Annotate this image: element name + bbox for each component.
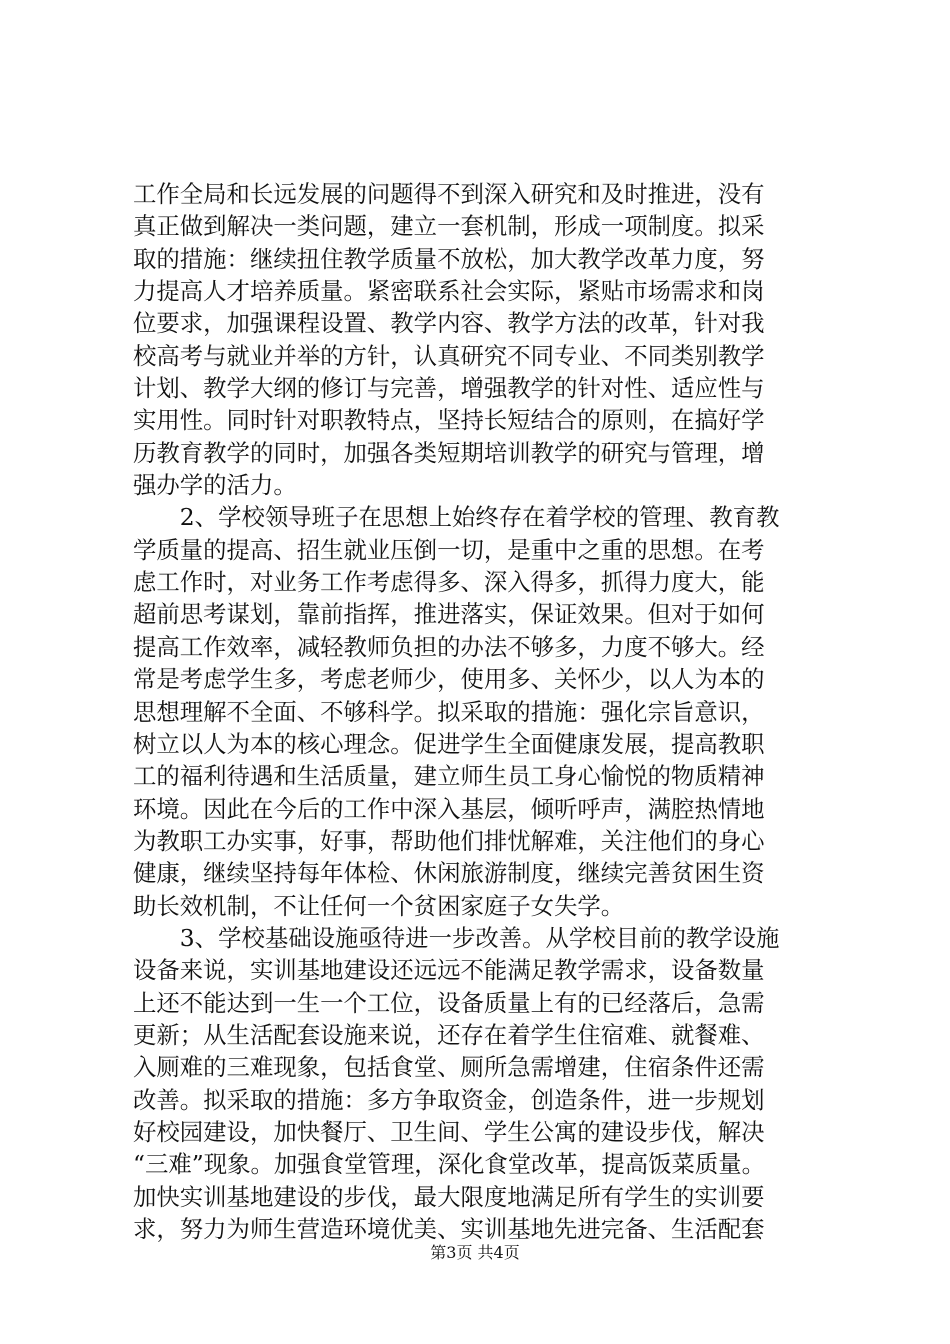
text-line: 位要求，加强课程设置、教学内容、教学方法的改革，针对我 bbox=[133, 309, 765, 338]
text-line: 健康，继续坚持每年体检、休闲旅游制度，继续完善贫困生资 bbox=[133, 859, 765, 888]
text-line: 为教职工办实事，好事，帮助他们排忧解难，关注他们的身心 bbox=[133, 826, 765, 855]
text-line: 加快实训基地建设的步伐，最大限度地满足所有学生的实训要 bbox=[133, 1182, 765, 1211]
text-line: 改善。拟采取的措施：多方争取资金，创造条件，进一步规划 bbox=[133, 1085, 765, 1114]
text-line: 学质量的提高、招生就业压倒一切，是重中之重的思想。在考 bbox=[133, 535, 765, 564]
page-number-footer: 第3页 共4页 bbox=[430, 1243, 520, 1262]
body-text bbox=[133, 178, 833, 1245]
text-line: 工作全局和长远发展的问题得不到深入研究和及时推进，没有 bbox=[133, 180, 765, 208]
text-line: 力提高人才培养质量。紧密联系社会实际，紧贴市场需求和岗 bbox=[133, 277, 765, 306]
text-line: 更新；从生活配套设施来说，还存在着学生住宿难、就餐难、 bbox=[133, 1020, 765, 1049]
text-line: 历教育教学的同时，加强各类短期培训教学的研究与管理，增 bbox=[133, 438, 765, 467]
text-line: 环境。因此在今后的工作中深入基层，倾听呼声，满腔热情地 bbox=[133, 794, 765, 823]
text-line: 计划、教学大纲的修订与完善，增强教学的针对性、适应性与 bbox=[133, 374, 765, 403]
text-line: 强办学的活力。 bbox=[133, 471, 297, 500]
text-line: 设备来说，实训基地建设还远远不能满足教学需求，设备数量 bbox=[133, 956, 765, 985]
text-line: 虑工作时，对业务工作考虑得多、深入得多，抓得力度大，能 bbox=[133, 568, 765, 597]
text-line: 助长效机制，不让任何一个贫困家庭子女失学。 bbox=[133, 891, 625, 920]
text-line: 超前思考谋划，靠前指挥，推进落实，保证效果。但对于如何 bbox=[133, 600, 765, 629]
text-line: “三难”现象。加强食堂管理，深化食堂改革，提高饭菜质量。 bbox=[133, 1150, 766, 1179]
text-line: 2、学校领导班子在思想上始终存在着学校的管理、教育教 bbox=[133, 503, 780, 532]
text-line: 真正做到解决一类问题，建立一套机制，形成一项制度。拟采 bbox=[133, 212, 765, 241]
text-line: 上还不能达到一生一个工位，设备质量上有的已经落后，急需 bbox=[133, 988, 765, 1017]
text-line: 提高工作效率，减轻教师负担的办法不够多，力度不够大。经 bbox=[133, 632, 765, 661]
text-line: 3、学校基础设施亟待进一步改善。从学校目前的教学设施 bbox=[133, 923, 780, 952]
text-line: 入厕难的三难现象，包括食堂、厕所急需增建，住宿条件还需 bbox=[133, 1053, 765, 1082]
text-line: 实用性。同时针对职教特点，坚持长短结合的原则，在搞好学 bbox=[133, 406, 765, 435]
text-line: 求，努力为师生营造环境优美、实训基地先进完备、生活配套 bbox=[133, 1215, 765, 1243]
text-line: 校高考与就业并举的方针，认真研究不同专业、不同类别教学 bbox=[133, 341, 765, 370]
text-line: 取的措施：继续扭住教学质量不放松，加大教学改革力度，努 bbox=[133, 244, 765, 273]
text-line: 好校园建设，加快餐厅、卫生间、学生公寓的建设步伐，解决 bbox=[133, 1117, 765, 1146]
text-line: 常是考虑学生多，考虑老师少，使用多、关怀少，以人为本的 bbox=[133, 665, 765, 694]
text-line: 工的福利待遇和生活质量，建立师生员工身心愉悦的物质精神 bbox=[133, 762, 765, 791]
text-line: 树立以人为本的核心理念。促进学生全面健康发展，提高教职 bbox=[133, 729, 765, 758]
text-line: 思想理解不全面、不够科学。拟采取的措施：强化宗旨意识， bbox=[133, 697, 765, 726]
